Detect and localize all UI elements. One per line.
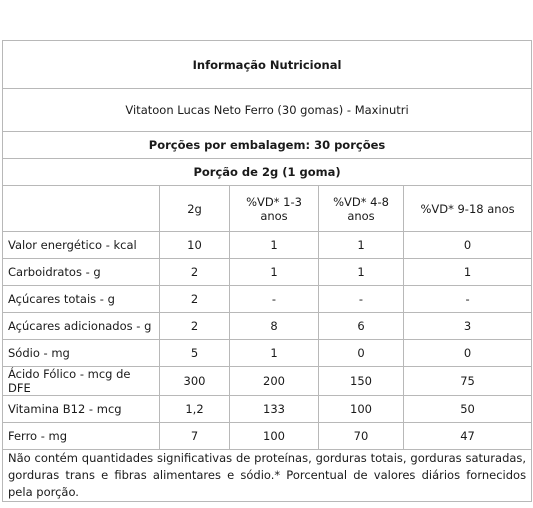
nutrient-label: Ferro - mg [3,423,160,450]
nutrient-label: Ácido Fólico - mcg de DFE [3,367,160,396]
dv-4-8: 100 [319,396,404,423]
nutrient-label: Sódio - mg [3,340,160,367]
table-row [3,423,532,450]
nutrient-amount: 5 [160,340,230,367]
dv-1-3: 200 [230,367,319,396]
column-header: %VD* 9-18 anos [404,186,532,232]
nutrient-label: Vitamina B12 - mcg [3,396,160,423]
table-row [3,232,532,259]
nutrient-amount: 2 [160,259,230,286]
table-row [3,313,532,340]
servings-row [3,132,532,159]
dv-1-3: 133 [230,396,319,423]
dv-1-3: 100 [230,423,319,450]
table-row [3,396,532,423]
column-header: %VD* 4-8 anos [319,186,404,232]
dv-1-3: - [230,286,319,313]
product-row [3,89,532,132]
dv-4-8: 70 [319,423,404,450]
serving-size: Porção de 2g (1 goma) [3,159,532,186]
column-header: 2g [160,186,230,232]
product-name: Vitatoon Lucas Neto Ferro (30 gomas) - Maxinutri [3,89,532,132]
nutrient-label: Açúcares totais - g [3,286,160,313]
nutrient-amount: 300 [160,367,230,396]
title-row [3,41,532,89]
dv-9-18: 0 [404,340,532,367]
dv-4-8: 6 [319,313,404,340]
nutrient-amount: 2 [160,286,230,313]
dv-4-8: 1 [319,259,404,286]
footnote: Não contém quantidades significativas de proteínas, gorduras totais, gorduras saturadas, gorduras trans e fibras alimentares e sódio.* Porcentual de valores diários fornecidos pela porção. [3,450,532,502]
dv-4-8: 0 [319,340,404,367]
serving-size-row [3,159,532,186]
nutrient-label: Carboidratos - g [3,259,160,286]
dv-9-18: 75 [404,367,532,396]
column-header: %VD* 1-3 anos [230,186,319,232]
nutrient-amount: 2 [160,313,230,340]
dv-1-3: 1 [230,232,319,259]
dv-9-18: 50 [404,396,532,423]
nutrition-facts-table [2,40,532,502]
dv-9-18: 1 [404,259,532,286]
footnote-row [3,450,532,502]
nutrient-label: Valor energético - kcal [3,232,160,259]
dv-4-8: - [319,286,404,313]
nutrient-amount: 7 [160,423,230,450]
dv-1-3: 8 [230,313,319,340]
nutrient-label: Açúcares adicionados - g [3,313,160,340]
dv-1-3: 1 [230,259,319,286]
table-title: Informação Nutricional [3,41,532,89]
dv-4-8: 1 [319,232,404,259]
dv-9-18: 0 [404,232,532,259]
dv-9-18: 3 [404,313,532,340]
nutrient-amount: 10 [160,232,230,259]
dv-9-18: 47 [404,423,532,450]
table-row [3,259,532,286]
header-blank-cell [3,186,160,232]
nutrient-amount: 1,2 [160,396,230,423]
table-row [3,367,532,396]
dv-4-8: 150 [319,367,404,396]
table-row [3,286,532,313]
column-header-row [3,186,532,232]
servings-per-package: Porções por embalagem: 30 porções [3,132,532,159]
dv-1-3: 1 [230,340,319,367]
dv-9-18: - [404,286,532,313]
table-row [3,340,532,367]
